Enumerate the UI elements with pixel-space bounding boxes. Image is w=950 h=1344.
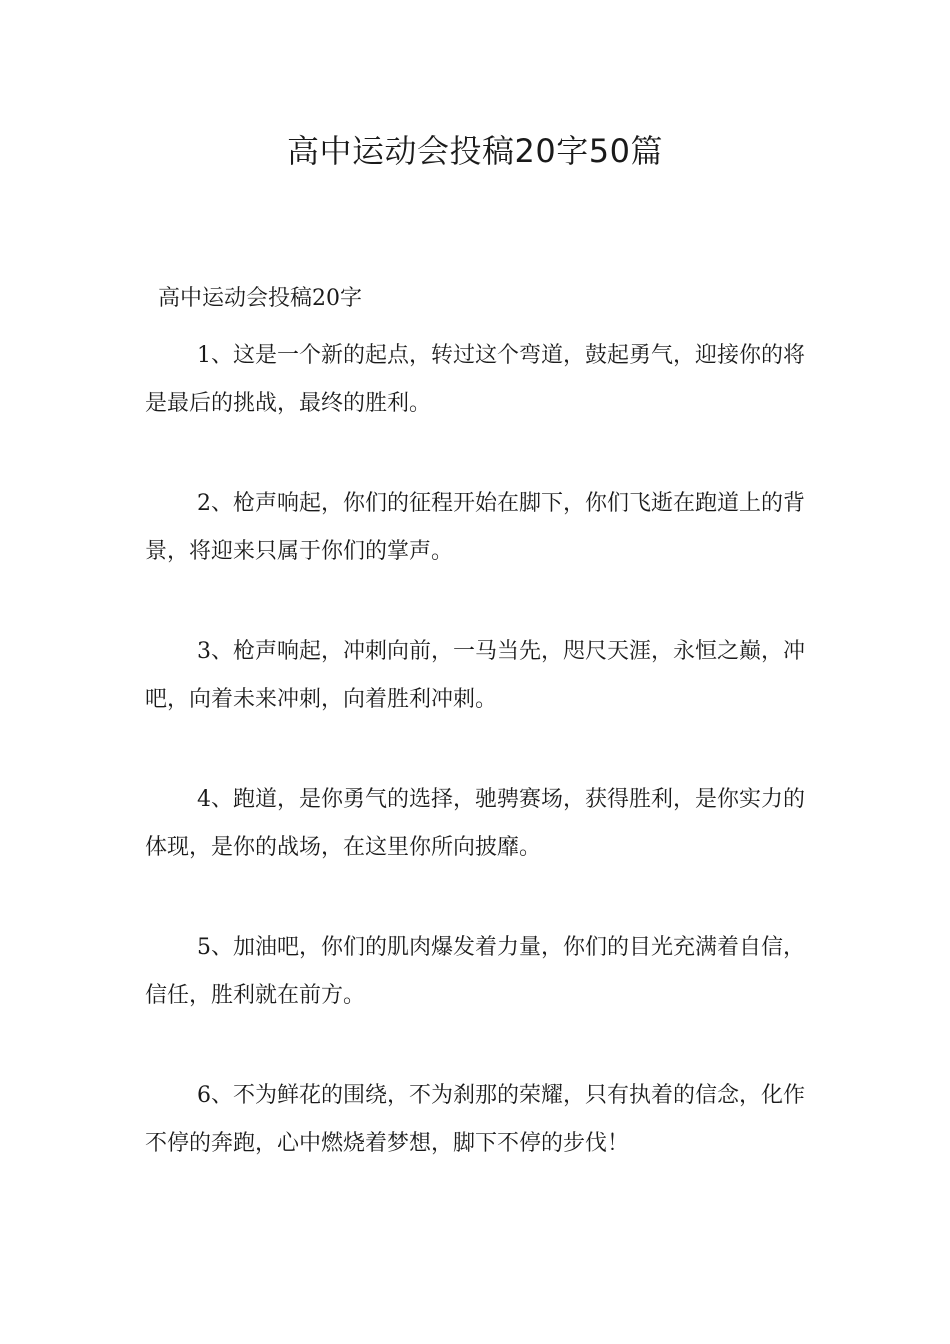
article-list: [145, 332, 805, 1220]
article-item-2: 2、枪声响起，你们的征程开始在脚下，你们飞逝在跑道上的背景，将迎来只属于你们的掌声。: [145, 491, 805, 564]
page-title: 高中运动会投稿20字50篇: [287, 132, 663, 170]
article-item-3: 3、枪声响起，冲刺向前，一马当先，咫尺天涯，永恒之巅，冲吧，向着未来冲刺，向着胜利冲刺。: [145, 639, 805, 712]
article-item-5: 5、加油吧，你们的肌肉爆发着力量，你们的目光充满着自信，信任，胜利就在前方。: [145, 935, 805, 1008]
article-item-6: 6、不为鲜花的围绕，不为刹那的荣耀，只有执着的信念，化作不停的奔跑，心中燃烧着梦想，脚下不停的步伐！: [145, 1083, 805, 1156]
section-heading: 高中运动会投稿20字: [158, 286, 362, 311]
article-item-1: 1、这是一个新的起点，转过这个弯道，鼓起勇气，迎接你的将是最后的挑战，最终的胜利。: [145, 343, 805, 416]
article-item-4: 4、跑道，是你勇气的选择，驰骋赛场，获得胜利，是你实力的体现，是你的战场，在这里你所向披靡。: [145, 787, 805, 860]
